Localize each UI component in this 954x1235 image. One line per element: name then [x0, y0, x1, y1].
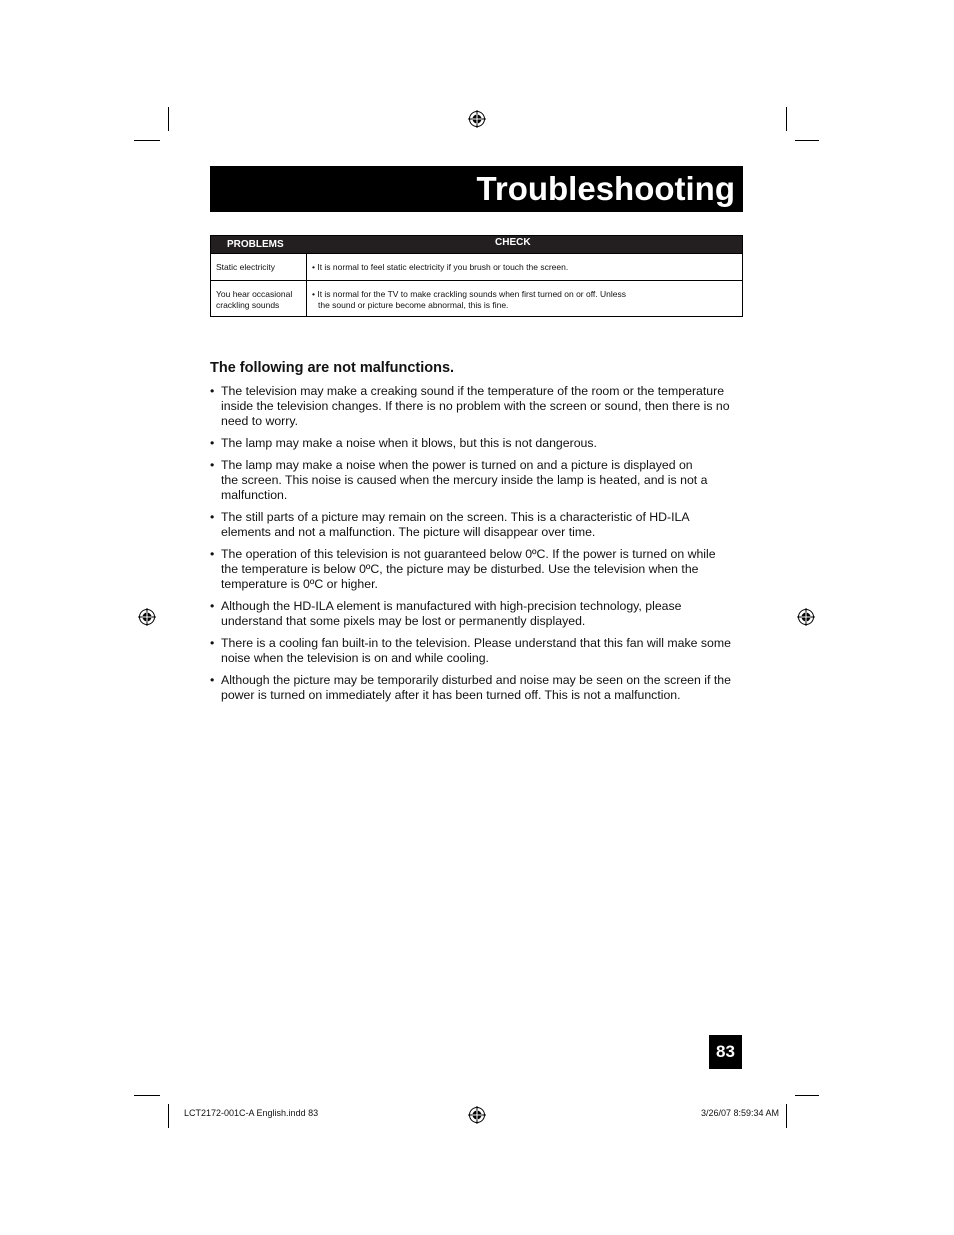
registration-mark-icon — [468, 110, 486, 128]
table-row — [211, 280, 742, 316]
list-item-line: understand that some pixels may be lost or permanently displayed. — [221, 614, 586, 628]
problem-text: You hear occasional — [216, 289, 293, 299]
list-item-line: The television may make a creaking sound if the temperature of the room or the temperature — [221, 384, 725, 398]
bullet-icon: • — [210, 547, 215, 561]
list-item-line: power is turned on immediately after it has been turned off. This is not a malfunction. — [221, 688, 681, 702]
table-header — [211, 236, 742, 253]
bullet-icon: • — [210, 384, 215, 398]
list-item-line: the temperature is below 0ºC, the picture may be disturbed. Use the television when the — [221, 562, 699, 576]
list-item — [210, 673, 750, 703]
bullet-icon: • — [210, 636, 215, 650]
list-item-line: malfunction. — [221, 488, 288, 502]
page-title: Troubleshooting — [476, 170, 735, 207]
troubleshooting-table — [210, 235, 743, 317]
list-item — [210, 547, 750, 592]
list-item-line: The lamp may make a noise when it blows, but this is not dangerous. — [221, 436, 597, 450]
list-item-line: temperature is 0ºC or higher. — [221, 577, 378, 591]
crop-mark-bottom-right-v — [786, 1104, 787, 1128]
page-number: 83 — [709, 1035, 742, 1069]
bullet-icon: • — [210, 599, 215, 613]
list-item — [210, 599, 750, 629]
check-cell — [307, 254, 742, 280]
crop-mark-bottom-right-h — [795, 1095, 819, 1096]
list-item-line: Although the HD-ILA element is manufactured with high-precision technology, please — [221, 599, 682, 613]
problem-cell — [211, 281, 307, 316]
problem-cell — [211, 254, 307, 280]
list-item — [210, 510, 750, 540]
footer-file-info: LCT2172-001C-A English.indd 83 — [184, 1108, 319, 1118]
crop-mark-bottom-left-h — [134, 1095, 160, 1096]
registration-mark-icon — [468, 1106, 486, 1124]
crop-mark-top-left-h — [134, 140, 160, 141]
crop-mark-top-left-v — [168, 107, 169, 131]
list-item-line: inside the television changes. If there is no problem with the screen or sound, then there is no — [221, 399, 730, 413]
crop-mark-top-right-h — [795, 140, 819, 141]
column-header-check: CHECK — [495, 237, 531, 248]
bullet-icon: • — [210, 673, 215, 687]
title-banner — [210, 166, 743, 212]
column-header-problems: PROBLEMS — [227, 239, 284, 250]
table-row — [211, 253, 742, 280]
list-item-line: elements and not a malfunction. The picture will disappear over time. — [221, 525, 596, 539]
registration-mark-icon — [138, 608, 156, 626]
bullet-icon: • — [210, 436, 215, 450]
malfunction-list — [210, 384, 750, 710]
problem-text: Static electricity — [216, 262, 276, 272]
list-item-line: need to worry. — [221, 414, 299, 428]
check-text: the sound or picture become abnormal, this is fine. — [318, 300, 509, 310]
list-item-line: the screen. This noise is caused when the mercury inside the lamp is heated, and is not a — [221, 473, 708, 487]
bullet-icon: • — [210, 458, 215, 472]
list-item-line: There is a cooling fan built-in to the television. Please understand that this fan will make some — [221, 636, 731, 650]
list-item-line: noise when the television is on and while cooling. — [221, 651, 489, 665]
section-heading: The following are not malfunctions. — [210, 360, 455, 376]
problem-text: crackling sounds — [216, 300, 280, 310]
registration-mark-icon — [797, 608, 815, 626]
list-item-line: The lamp may make a noise when the power is turned on and a picture is displayed on — [221, 458, 693, 472]
crop-mark-bottom-left-v — [168, 1104, 169, 1128]
list-item — [210, 458, 750, 503]
check-text: • It is normal to feel static electricity if you brush or touch the screen. — [312, 262, 569, 272]
list-item — [210, 636, 750, 666]
check-cell — [307, 281, 742, 316]
list-item — [210, 436, 750, 451]
list-item-line: The still parts of a picture may remain on the screen. This is a characteristic of HD-ILA — [221, 510, 690, 524]
crop-mark-top-right-v — [786, 107, 787, 131]
list-item-line: Although the picture may be temporarily disturbed and noise may be seen on the screen if the — [221, 673, 731, 687]
footer-timestamp: 3/26/07 8:59:34 AM — [700, 1108, 779, 1118]
bullet-icon: • — [210, 510, 215, 524]
list-item — [210, 384, 750, 429]
list-item-line: The operation of this television is not guaranteed below 0ºC. If the power is turned on while — [221, 547, 716, 561]
check-text: • It is normal for the TV to make crackling sounds when first turned on or off. Unless — [312, 289, 626, 299]
